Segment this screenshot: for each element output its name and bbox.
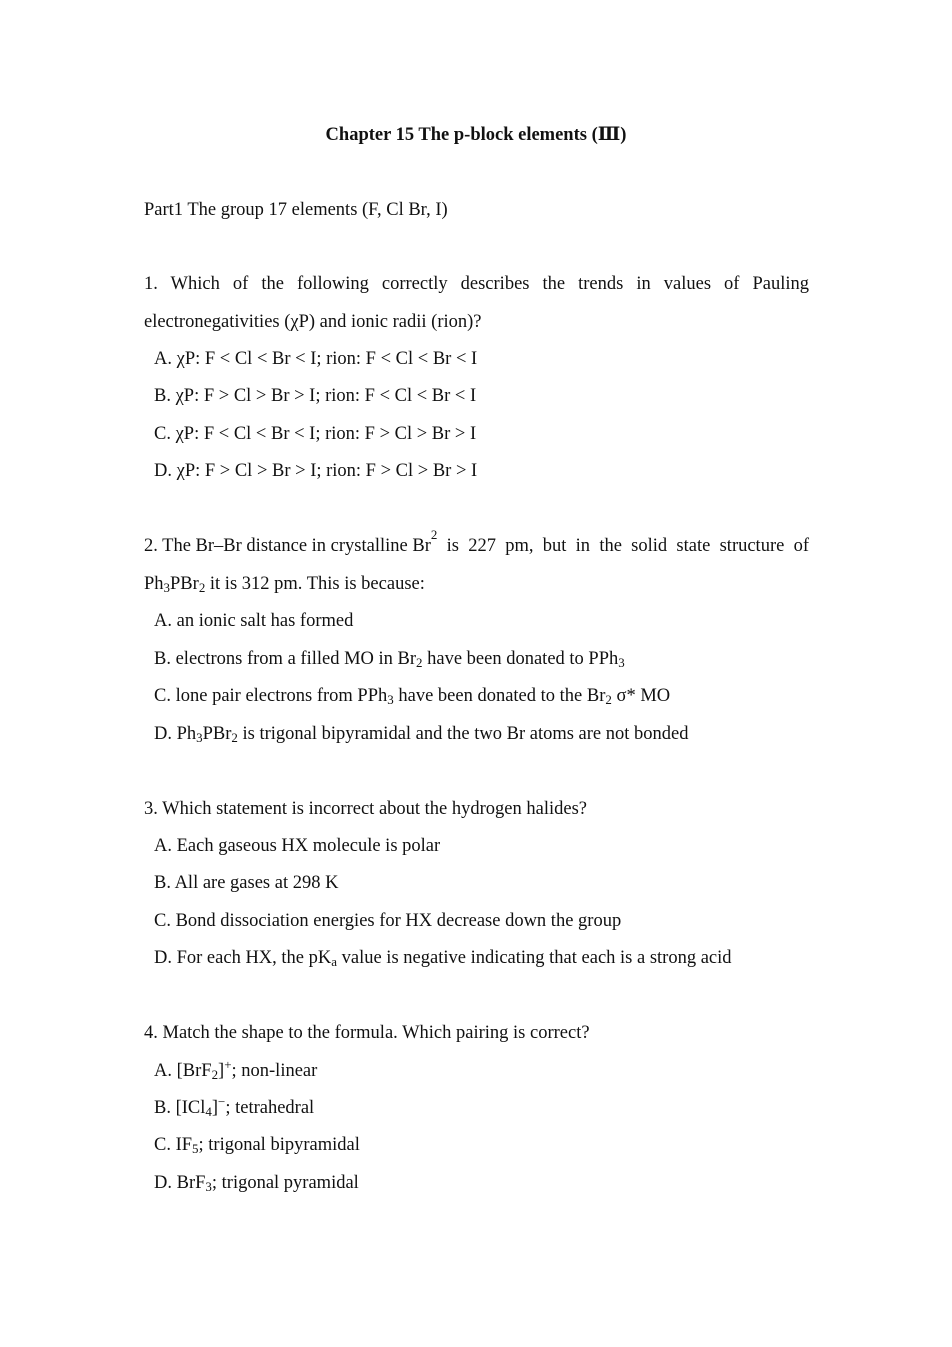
stem-text: is 227 pm, but in the solid state structure of: [437, 536, 809, 556]
question-2-option-b: [154, 648, 625, 670]
stem-text: PBr: [170, 574, 199, 594]
question-3-option-d: [154, 947, 732, 969]
subscript: 4: [205, 1104, 212, 1120]
option-text: ]: [218, 1061, 225, 1081]
question-3-stem: 3. Which statement is incorrect about the hydrogen halides?: [144, 799, 588, 819]
subscript: 3: [618, 655, 625, 671]
option-text: have been donated to the Br: [393, 686, 606, 706]
subscript: 3: [196, 730, 203, 746]
subscript: 2: [430, 527, 438, 542]
option-text: ; trigonal bipyramidal: [198, 1135, 360, 1155]
question-1-option-c: C. χP: F < Cl < Br < I; rion: F > Cl > Br > I: [154, 424, 477, 444]
option-text: C. IF: [154, 1135, 193, 1155]
option-text: ; tetrahedral: [225, 1098, 315, 1118]
question-2-stem-line-1: [144, 527, 809, 557]
question-2-stem-line-2: [144, 573, 425, 595]
subscript: a: [331, 954, 337, 970]
stem-text: Ph: [144, 574, 164, 594]
subscript: 2: [231, 730, 238, 746]
superscript: −: [218, 1093, 226, 1109]
question-2-option-a: A. an ionic salt has formed: [154, 611, 354, 631]
option-text: is trigonal bipyramidal and the two Br atoms are not bonded: [237, 724, 689, 744]
question-4-option-b: [154, 1093, 315, 1120]
question-3-option-b: B. All are gases at 298 K: [154, 873, 339, 893]
question-3-option-c: C. Bond dissociation energies for HX decrease down the group: [154, 911, 622, 931]
option-text: have been donated to PPh: [422, 649, 619, 669]
part-heading: Part1 The group 17 elements (F, Cl Br, I): [144, 200, 448, 220]
option-text: D. BrF: [154, 1173, 206, 1193]
option-text: ; trigonal pyramidal: [211, 1173, 359, 1193]
option-text: B. electrons from a filled MO in Br: [154, 649, 417, 669]
option-text: D. Ph: [154, 724, 197, 744]
stem-text: it is 312 pm. This is because:: [205, 574, 425, 594]
option-text: ]: [211, 1098, 219, 1118]
question-3-option-a: A. Each gaseous HX molecule is polar: [154, 836, 441, 856]
option-text: D. For each HX, the pK: [154, 948, 332, 968]
subscript: 2: [198, 580, 206, 596]
question-1-option-d: D. χP: F > Cl > Br > I; rion: F > Cl > Br > I: [154, 461, 478, 481]
question-2-option-c: [154, 685, 670, 707]
question-1-option-a: A. χP: F < Cl < Br < I; rion: F < Cl < Br < I: [154, 349, 478, 369]
superscript: +: [224, 1056, 232, 1072]
question-1-stem-line-2: electronegativities (χP) and ionic radii (rion)?: [144, 312, 482, 332]
question-4-option-c: [154, 1134, 360, 1156]
option-text: C. lone pair electrons from PPh: [154, 686, 388, 706]
subscript: 2: [416, 655, 423, 671]
subscript: 3: [163, 580, 171, 596]
subscript: 3: [205, 1179, 212, 1195]
option-text: A. [BrF: [154, 1061, 212, 1081]
option-text: ; non-linear: [231, 1061, 318, 1081]
stem-text: 2. The Br–Br distance in crystalline Br: [144, 536, 431, 556]
option-text: B. [ICl: [154, 1098, 206, 1118]
option-text: PBr: [202, 724, 232, 744]
page-title: Chapter 15 The p-block elements (Ⅲ): [325, 125, 627, 145]
subscript: 2: [605, 692, 612, 708]
question-4-option-d: [154, 1172, 359, 1194]
question-2-option-d: [154, 723, 688, 745]
subscript: 3: [387, 692, 394, 708]
option-text: σ* MO: [611, 686, 671, 706]
subscript: 2: [211, 1067, 219, 1083]
subscript: 5: [192, 1141, 199, 1157]
question-4-option-a: [154, 1056, 318, 1083]
question-1-stem-line-1: 1. Which of the following correctly describes the trends in values of Pauling: [144, 274, 809, 294]
question-4-stem: 4. Match the shape to the formula. Which pairing is correct?: [144, 1023, 590, 1043]
option-text: value is negative indicating that each is a strong acid: [337, 948, 732, 968]
question-1-option-b: B. χP: F > Cl > Br > I; rion: F < Cl < Br < I: [154, 386, 477, 406]
